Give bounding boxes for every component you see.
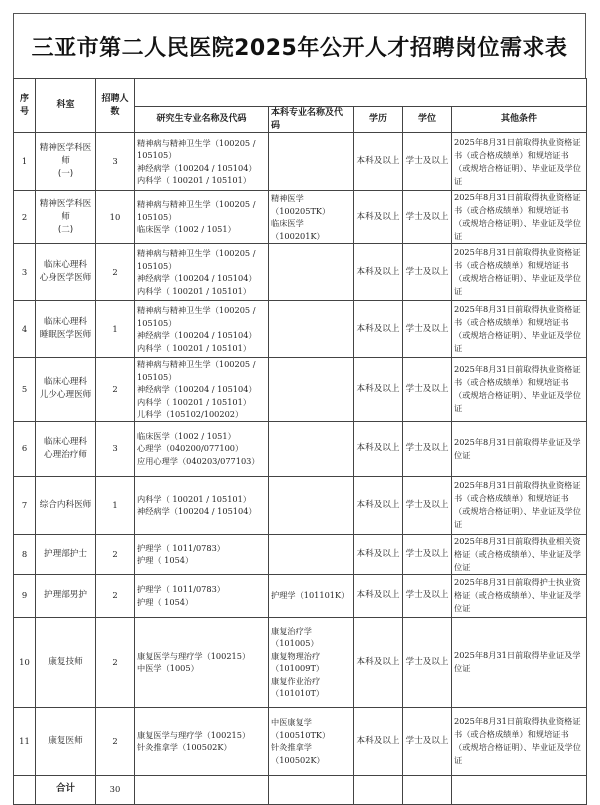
cell-line: 儿科学（105102/100202） <box>137 409 244 419</box>
cell-dept <box>36 358 96 422</box>
cell-degree: 学士及以上 <box>403 358 452 422</box>
cell-line: 康复医学与理疗学（100215） <box>137 729 251 740</box>
cell-line: 师 <box>61 156 70 166</box>
cell-graduate-major <box>135 534 269 574</box>
cell-line: 精神病与精神卫生学（100205 / <box>137 359 256 369</box>
cell-degree: 学士及以上 <box>403 191 452 244</box>
cell-undergrad-major <box>269 191 354 244</box>
table-row <box>14 421 587 476</box>
cell-count: 2 <box>96 574 135 617</box>
cell-line: （100205TK） <box>271 205 331 216</box>
cell-other: 2025年8月31日前取得执业资格证书（或合格成绩单）和规培证书（或规培合格证明）、毕业证及学位证 <box>452 707 587 775</box>
cell-line: 综合内科医师 <box>39 499 92 510</box>
cell-degree: 学士及以上 <box>403 617 452 707</box>
header-dept: 科室 <box>36 79 96 133</box>
cell-undergrad-major <box>269 133 354 191</box>
cell-line: 康复治疗学 <box>271 625 312 636</box>
cell-count: 3 <box>96 421 135 476</box>
cell-undergrad-major <box>269 707 354 775</box>
cell-line: 护理学（101101K） <box>271 590 350 601</box>
cell-other: 2025年8月31日前取得护士执业资格证（或合格成绩单）、毕业证及学位证 <box>452 574 587 617</box>
cell-dept <box>36 421 96 476</box>
cell-undergrad-major <box>269 421 354 476</box>
cell-line: 康复物理治疗 <box>271 650 321 661</box>
cell-line: (二) <box>57 224 74 235</box>
cell-line: 心理治疗师 <box>44 449 87 460</box>
table-row <box>14 191 587 244</box>
cell-line: 神经病学（100204 / 105104） <box>137 506 257 516</box>
cell-line: 精神病与精神卫生学（100205 / <box>137 137 256 148</box>
recruitment-sheet <box>13 13 586 805</box>
cell-line: 精神医学 <box>271 193 304 203</box>
cell-undergrad-major <box>269 244 354 301</box>
cell-undergrad-major <box>269 617 354 707</box>
table-row <box>14 574 587 617</box>
cell-education: 本科及以上 <box>354 244 403 301</box>
cell-line: 临床医学（1002 / 1051） <box>137 430 236 441</box>
cell-line: 精神病与精神卫生学（100205 / <box>137 248 256 258</box>
cell-education: 本科及以上 <box>354 301 403 358</box>
cell-other: 2025年8月31日前取得执业资格证书（或合格成绩单）和规培证书（或规培合格证明）、毕业证及学位证 <box>452 301 587 358</box>
cell-count: 2 <box>96 534 135 574</box>
cell-other: 2025年8月31日前取得执业资格证书（或合格成绩单）和规培证书（或规培合格证明）、毕业证及学位证 <box>452 244 587 301</box>
cell-other: 2025年8月31日前取得执业资格证书（或合格成绩单）和规培证书（或规培合格证明）、毕业证及学位证 <box>452 358 587 422</box>
cell-dept <box>36 133 96 191</box>
cell-other: 2025年8月31日前取得毕业证及学位证 <box>452 617 587 707</box>
cell-line: 内科学（ 100201 / 105101） <box>137 396 252 407</box>
header-other: 其他条件 <box>452 107 587 133</box>
cell-other: 2025年8月31日前取得执业资格证书（或合格成绩单）和规培证书（或规培合格证明）、毕业证及学位证 <box>452 133 587 191</box>
cell-line: 护理（ 1054） <box>137 596 194 607</box>
cell-dept <box>36 476 96 534</box>
cell-line: （101009T） <box>271 663 325 673</box>
cell-graduate-major <box>135 421 269 476</box>
cell-graduate-major <box>135 301 269 358</box>
header-count: 招聘人数 <box>96 79 135 133</box>
header-seq: 序号 <box>14 79 36 133</box>
cell-count: 3 <box>96 133 135 191</box>
cell-count: 2 <box>96 617 135 707</box>
cell-education: 本科及以上 <box>354 421 403 476</box>
cell-line: 神经病学（100204 / 105104） <box>137 162 257 173</box>
cell-line: 内科学（ 100201 / 105101） <box>137 342 252 353</box>
cell-count: 1 <box>96 301 135 358</box>
recruitment-table <box>13 78 587 805</box>
cell-line: 心身医学医师 <box>39 273 92 283</box>
cell-line: 护理（ 1054） <box>137 555 194 565</box>
table-row <box>14 476 587 534</box>
cell-line: 护理部护士 <box>44 548 87 559</box>
table-row <box>14 301 587 358</box>
cell-education: 本科及以上 <box>354 534 403 574</box>
title-box <box>13 13 586 78</box>
cell-graduate-major <box>135 574 269 617</box>
cell-graduate-major <box>135 476 269 534</box>
cell-dept <box>36 534 96 574</box>
cell-degree: 学士及以上 <box>403 301 452 358</box>
cell-count: 2 <box>96 707 135 775</box>
table-row <box>14 707 587 775</box>
cell-line: 护理部男护 <box>44 590 87 600</box>
header-undergrad-major: 本科专业名称及代码 <box>269 107 354 133</box>
cell-count: 2 <box>96 358 135 422</box>
cell-line: 睡眠医学医师 <box>39 330 92 340</box>
cell-graduate-major <box>135 133 269 191</box>
cell-line: 内科学（ 100201 / 105101） <box>137 285 252 296</box>
cell-line: 护理学（ 1011/0783） <box>137 584 225 594</box>
cell-education: 本科及以上 <box>354 617 403 707</box>
table-row <box>14 534 587 574</box>
cell-line: 神经病学（100204 / 105104） <box>137 273 257 283</box>
cell-line: 中医学（1005） <box>137 663 199 673</box>
cell-seq: 1 <box>14 133 36 191</box>
cell-degree: 学士及以上 <box>403 476 452 534</box>
cell-degree: 学士及以上 <box>403 133 452 191</box>
header-row-1 <box>14 79 587 107</box>
cell-line: 105105） <box>137 317 177 328</box>
cell-dept <box>36 191 96 244</box>
cell-count: 1 <box>96 476 135 534</box>
cell-seq: 2 <box>14 191 36 244</box>
cell-line: 临床心理科 <box>44 317 87 327</box>
table-row <box>14 358 587 422</box>
cell-line: 心理学（040200/077100） <box>137 443 244 454</box>
cell-line: 中医康复学 <box>271 717 312 727</box>
cell-count: 10 <box>96 191 135 244</box>
cell-undergrad-major <box>269 301 354 358</box>
cell-line: 临床医学（1002 / 1051） <box>137 224 236 235</box>
cell-line: 儿少心理医师 <box>39 390 92 401</box>
cell-other: 2025年8月31日前取得执业相关资格证（或合格成绩单）、毕业证及学位证 <box>452 534 587 574</box>
cell-line: 临床心理科 <box>44 377 87 388</box>
cell-seq: 10 <box>14 617 36 707</box>
cell-degree: 学士及以上 <box>403 534 452 574</box>
cell-line: (一) <box>57 169 74 179</box>
cell-seq: 3 <box>14 244 36 301</box>
cell-line: （101005） <box>271 638 319 648</box>
cell-line: 精神病与精神卫生学（100205 / <box>137 305 256 315</box>
cell-line: 康复医师 <box>48 735 83 746</box>
cell-line: 神经病学（100204 / 105104） <box>137 330 257 340</box>
cell-seq: 9 <box>14 574 36 617</box>
cell-education: 本科及以上 <box>354 707 403 775</box>
cell-line: 105105） <box>137 371 177 382</box>
cell-seq: 5 <box>14 358 36 422</box>
cell-count: 2 <box>96 244 135 301</box>
cell-seq: 7 <box>14 476 36 534</box>
cell-degree: 学士及以上 <box>403 707 452 775</box>
cell-seq: 4 <box>14 301 36 358</box>
cell-line: （100502K） <box>271 754 325 765</box>
cell-undergrad-major <box>269 574 354 617</box>
cell-dept <box>36 707 96 775</box>
cell-seq: 11 <box>14 707 36 775</box>
cell-education: 本科及以上 <box>354 476 403 534</box>
cell-dept <box>36 244 96 301</box>
cell-line: 康复作业治疗 <box>271 675 321 686</box>
cell-line: 神经病学（100204 / 105104） <box>137 384 257 394</box>
table-row <box>14 244 587 301</box>
cell-line: 临床医学（100201K） <box>271 218 325 241</box>
cell-line: 内科学（ 100201 / 105101） <box>137 175 252 185</box>
cell-line: 护理学（ 1011/0783） <box>137 542 225 553</box>
cell-line: 针灸推拿学（100502K） <box>137 742 232 752</box>
cell-dept <box>36 617 96 707</box>
cell-line: 康复医学与理疗学（100215） <box>137 650 251 661</box>
cell-degree: 学士及以上 <box>403 421 452 476</box>
cell-line: 105105） <box>137 150 177 160</box>
cell-seq: 8 <box>14 534 36 574</box>
cell-education: 本科及以上 <box>354 574 403 617</box>
cell-line: 105105） <box>137 260 177 271</box>
total-count: 30 <box>96 775 135 804</box>
cell-line: （100510TK） <box>271 729 331 740</box>
header-education: 学历 <box>354 107 403 133</box>
cell-line: 应用心理学（040203/077103） <box>137 455 260 466</box>
cell-degree: 学士及以上 <box>403 244 452 301</box>
cell-line: 针灸推拿学 <box>271 742 312 752</box>
cell-other: 2025年8月31日前取得执业资格证书（或合格成绩单）和规培证书（或规培合格证明）、毕业证及学位证 <box>452 191 587 244</box>
cell-line: 精神医学科医 <box>39 143 92 153</box>
cell-graduate-major <box>135 617 269 707</box>
cell-line: 师 <box>61 211 70 222</box>
cell-graduate-major <box>135 244 269 301</box>
header-requirements-group <box>135 79 587 107</box>
cell-line: （101010T） <box>271 688 325 698</box>
header-degree: 学位 <box>403 107 452 133</box>
cell-other: 2025年8月31日前取得毕业证及学位证 <box>452 421 587 476</box>
cell-education: 本科及以上 <box>354 133 403 191</box>
cell-line: 临床心理科 <box>44 260 87 270</box>
cell-dept <box>36 574 96 617</box>
cell-line: 康复技师 <box>48 656 83 667</box>
cell-line: 内科学（ 100201 / 105101） <box>137 493 252 504</box>
cell-graduate-major <box>135 191 269 244</box>
cell-undergrad-major <box>269 476 354 534</box>
cell-line: 105105） <box>137 211 177 222</box>
cell-line: 精神病与精神卫生学（100205 / <box>137 199 256 210</box>
total-label: 合计 <box>36 775 96 804</box>
cell-education: 本科及以上 <box>354 191 403 244</box>
header-graduate-major: 研究生专业名称及代码 <box>135 107 269 133</box>
cell-education: 本科及以上 <box>354 358 403 422</box>
cell-graduate-major <box>135 358 269 422</box>
page-title: 三亚市第二人民医院2025年公开人才招聘岗位需求表 <box>31 35 568 61</box>
cell-dept <box>36 301 96 358</box>
cell-degree: 学士及以上 <box>403 574 452 617</box>
table-row <box>14 617 587 707</box>
cell-undergrad-major <box>269 358 354 422</box>
cell-line: 精神医学科医 <box>39 198 92 209</box>
cell-line: 临床心理科 <box>44 436 87 447</box>
table-body <box>14 133 587 805</box>
cell-seq: 6 <box>14 421 36 476</box>
cell-graduate-major <box>135 707 269 775</box>
cell-other: 2025年8月31日前取得执业资格证书（或合格成绩单）和规培证书（或规培合格证明）、毕业证及学位证 <box>452 476 587 534</box>
cell-undergrad-major <box>269 534 354 574</box>
table-row <box>14 133 587 191</box>
